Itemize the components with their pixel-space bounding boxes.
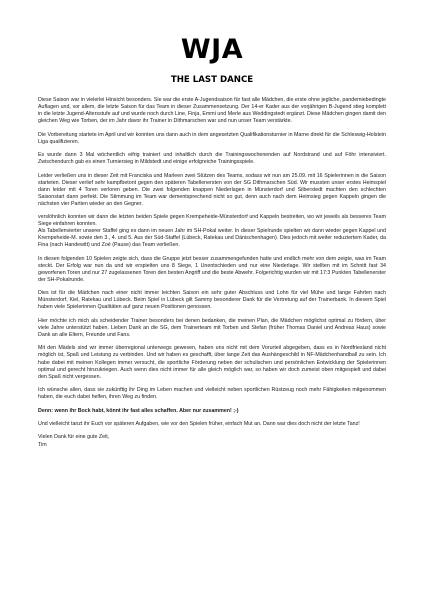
paragraph-season-end: verslöhnlich konnten wir dann die letzten beiden Spiele gegen Krempeheide-Münsterdorf und Kappeln bestreiten, wo wir jeweils als besseres Team Siege einfahren konnten.: [38, 214, 386, 228]
paragraph-intro: Diese Saison war in vielerlei Hinsicht besonders. Sie war die erste A-Jugendsaison für fast alle Mädchen, die erste ohne jegliche, pandemiebedingte Auflagen und, vor allem, die letzte Saison für das Team in dieser Zusammensetzung. Der 14-er Kader aus der vorjährigen B-Jugend stieg komplett in die letzte Jugend-Altersstufe auf und wurde noch durch Line, Finja, Emmi und Merle aus Weddingstedt ergänzt. Diese Mädchen gingen damit den gleichen Weg wie Torben, der im Jahr davor ihr Trainer in Dithmarschen war und nun unser Team verstärkte.: [38, 97, 386, 125]
paragraph-thanks: Hier möchte ich mich als scheidender Trainer besonders bei denen bedanken, die meinen Plan, die Mädchen möglichst optimal zu fördern, über viele Jahre unterstützt haben. Lieben Dank an die SG, dem Trainerteam mit Torben und Stefan (früher Thomas Daniel und Andreas Haus) sowie Dank an alle Eltern, Freunde und Fans.: [38, 317, 386, 338]
paragraph-conclusion: Dies ist für die Mädchen nach einer nicht immer leichten Saison ein sehr guter Abschluss und Lohn für viel Mühe und lange Fahrten nach Münsterdorf, Kiel, Ratekau und Lübeck. Beim Spiel in Lübeck gilt Sammy besonderer Dank für die Vertretung auf der Trainerbank. In diesem Spiel haben viele Spielerinnen Qualitäten auf ganz neuen Positionen genossen.: [38, 290, 386, 311]
document-page: [38, 34, 386, 449]
document-title: WJA: [180, 34, 244, 65]
signature-name: Tim: [38, 441, 47, 448]
paragraph-preparation: Die Vorbereitung startete im April und wir konnten uns dann auch in dem angesetzten Qualifikationsturnier in Marne direkt für die Schleswig-Holstein Liga qualifizieren.: [38, 131, 386, 145]
paragraph-motto: Denn: wenn ihr Bock habt, könnt ihr fast alles schaffen. Aber nur zusammen! ;-): [38, 407, 239, 414]
paragraph-season-start: Leider verließen uns in dieser Zeit mit Franciska und Marleen zwei Stützen des Teams, sodass wir nun am 25.09. mit 16 Spielerinnen in die Saison starteten. Dieser verlief sehr kampfbetont gegen den späteren Tabellenersten von der SG Dithmarschen Süd. Wir mussten unser erstes Heimspiel dann leider mit 4 Toren verloren geben. Die zwei folgenden knappen Niederlagen in Münsterdorf und Silberstedt machten den schlechten Saisonstart dann perfekt. Die Stimmung im Team war dementsprechend nicht so gut, denn auch nach dem Heimsieg gegen Kappeln gingen die nächsten vier Partien wieder an den Gegner.: [38, 172, 386, 207]
paragraph-last-dance: Und vielleicht tanzt ihr Euch vor späteren Aufgaben, wie vor den Spielen früher, einfach Mut an. Dann war dies doch nicht der letzte Tanz!: [38, 420, 360, 427]
paragraph-sh-pokal: Als Tabellenvierter unserer Staffel ging es dann im neuen Jahr im SH-Pokal weiter. In dieser Spielrunde spielten wir dann wieder gegen Kappel und Krempeheide-M. sowie den 3., 4. und 5. Aus der Süd-Staffel (Lübeck, Ratekau und Dänischenhagen). Dies jedoch mit weiter reduziertem Kader, da Fina (nach Handewitt) und Zoé (Pause) das Team verließen.: [38, 228, 386, 249]
document-body: [38, 97, 386, 449]
paragraph-reflection: Mit den Mädels sind wir immer überregional unterwegs gewesen, haben uns nicht mit dem Vorurteil abgegeben, dass es in Nordfriesland nicht möglich ist, Spaß und Leistung zu verbinden. Und wir haben es geschafft, über lange Zeit das Aushängeschild in NF-Mädchenhandball zu sein. Ich habe dabei mit meinen Kollegen immer versucht, die sportliche Förderung neben der schulischen und persönlichen Entwicklung der Spielerinnen optimal und gerecht hinzukriegen. Auch wenn dies nicht immer für alle gleich möglich war, so haben wir doch zumeist oben mitgespielt und dabei den Spaß nicht vergessen.: [38, 345, 386, 380]
closing-line: Vielen Dank für eine gute Zeit,: [38, 434, 110, 441]
document-subtitle: THE LAST DANCE: [170, 75, 254, 85]
paragraph-training: Es wurde dann 3 Mal wöchentlich eifrig trainiert und inhaltlich durch die Trainingswochenenden auf Nordstrand und auf Föhr intensiviert. Zwischendurch gab es einen Turniersieg in Mildstedt und einige erfolgreiche Trainingsspiele.: [38, 152, 386, 166]
paragraph-results: In diesen folgenden 10 Spielen zeigte sich, dass die Gruppe jetzt besser zusammengefunden hatte und endlich mehr von dem zeigte, was im Team steckt. Der Erfolg war nun da und wir erspielten uns 8 Siege, 1 Unentschieden und nur eine Niederlage. Wir stellten mit im Schnitt fast 34 geworfenen Toren und nur 27 zugelassenen Toren den besten Angriff und die beste Abwehr. Folgerichtig wurden wir mit 17:3 Punkten Tabellenerster der SH-Pokalrunde.: [38, 255, 386, 283]
paragraph-wishes: Ich wünsche allen, dass sie zukünftig ihr Ding im Leben machen und vielleicht neben sportlichen Rüstzeug noch mehr Fähigkeiten mitgenommen haben, die euch dabei helfen, ihren Weg zu finden.: [38, 387, 386, 401]
